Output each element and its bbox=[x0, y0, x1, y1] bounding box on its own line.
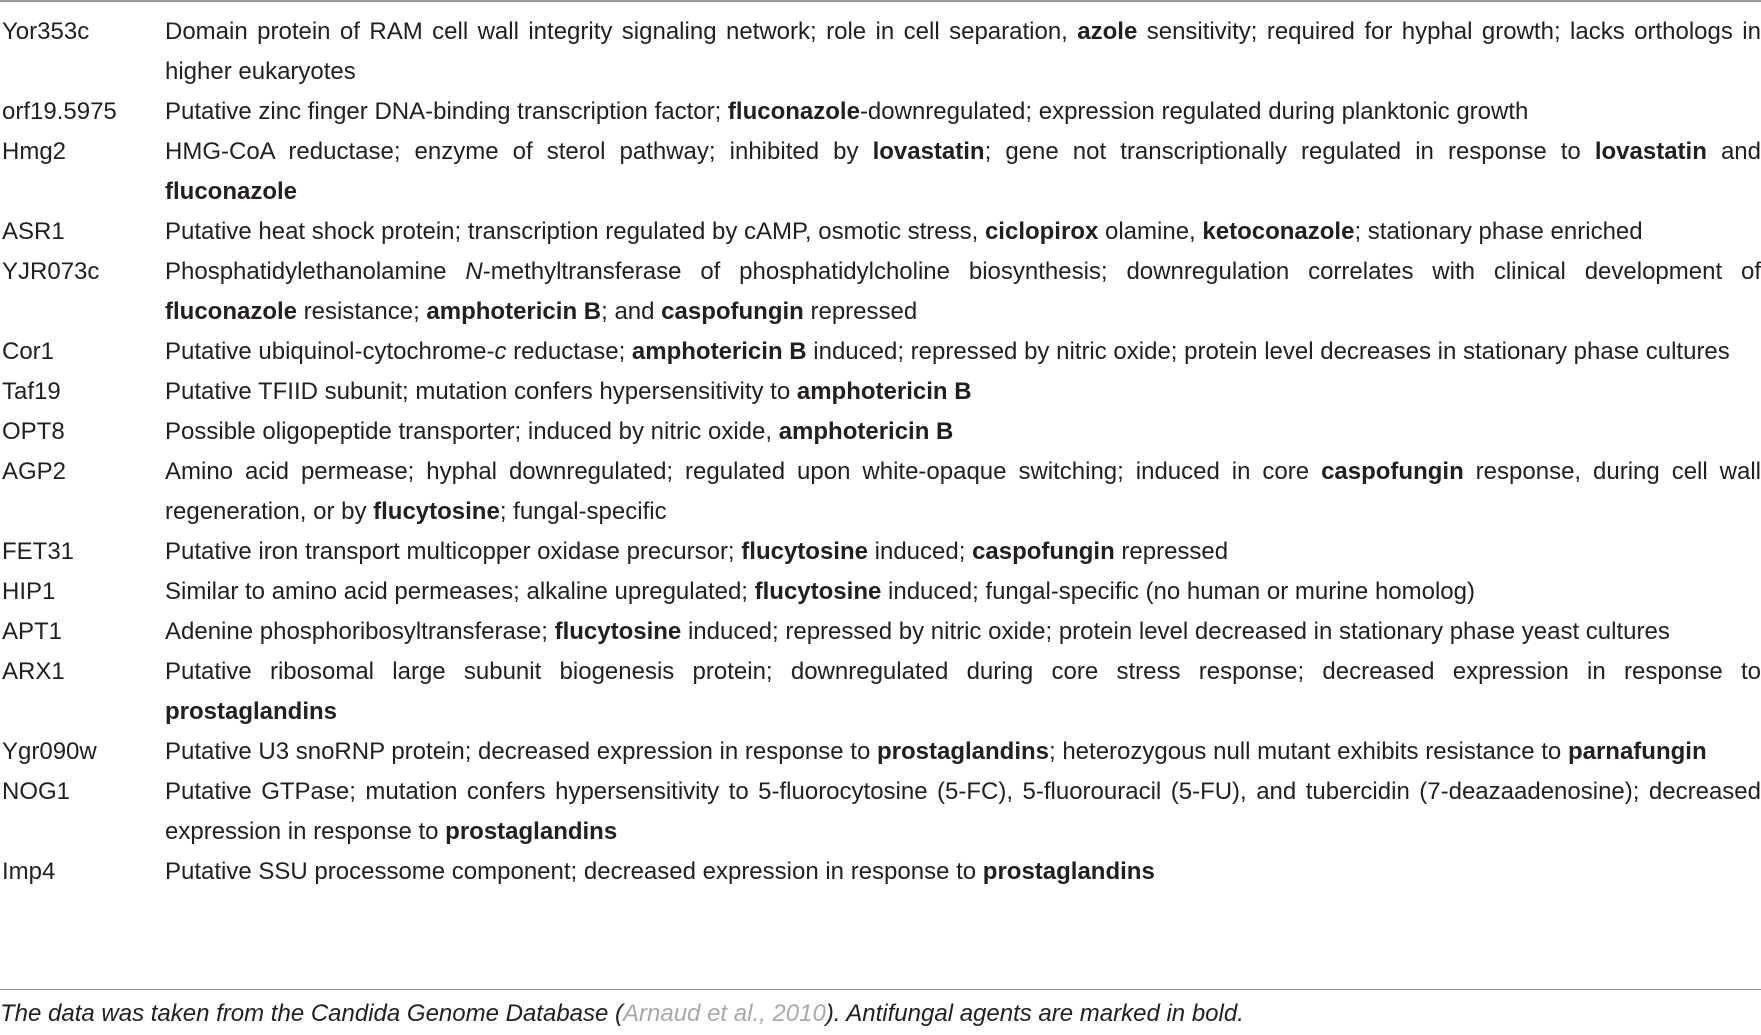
gene-description-cell bbox=[165, 92, 1761, 132]
description-text: Putative SSU processome component; decreased expression in response to bbox=[165, 858, 983, 885]
description-text: resistance; bbox=[297, 298, 427, 325]
table-row bbox=[0, 12, 1761, 92]
description-text: Putative ribosomal large subunit biogenesis protein; downregulated during core stress response; decreased expression in response to bbox=[165, 658, 1761, 685]
table-row bbox=[0, 612, 1761, 652]
gene-description-cell bbox=[165, 532, 1761, 572]
description-text: -downregulated; expression regulated during planktonic growth bbox=[859, 98, 1529, 125]
antifungal-agent: caspofungin bbox=[972, 538, 1115, 565]
table-bottom-rule bbox=[0, 989, 1761, 990]
description-text: induced; fungal-specific (no human or murine homolog) bbox=[881, 578, 1475, 605]
gene-name-cell: Imp4 bbox=[2, 858, 56, 885]
gene-description-cell bbox=[165, 732, 1761, 772]
antifungal-agent: caspofungin bbox=[661, 298, 804, 325]
gene-name-cell: ASR1 bbox=[2, 218, 65, 245]
gene-description-cell bbox=[165, 132, 1761, 212]
gene-name-cell: Taf19 bbox=[2, 378, 61, 405]
description-text: ; heterozygous null mutant exhibits resistance to bbox=[1049, 738, 1568, 765]
antifungal-agent: azole bbox=[1077, 18, 1138, 45]
gene-description-cell bbox=[165, 412, 1761, 452]
table-row bbox=[0, 212, 1761, 252]
gene-name-cell: HIP1 bbox=[2, 578, 56, 605]
description-text: ; stationary phase enriched bbox=[1354, 218, 1643, 245]
gene-name-cell: orf19.5975 bbox=[2, 98, 117, 125]
description-text: repressed bbox=[1114, 538, 1229, 565]
antifungal-agent: flucytosine bbox=[754, 578, 882, 605]
description-text: Similar to amino acid permeases; alkaline upregulated; bbox=[165, 578, 755, 605]
description-text: Possible oligopeptide transporter; induced by nitric oxide, bbox=[165, 418, 779, 445]
gene-name-cell: YJR073c bbox=[2, 258, 100, 285]
table-row bbox=[0, 732, 1761, 772]
antifungal-agent: amphotericin B bbox=[426, 298, 602, 325]
gene-name-cell: Yor353c bbox=[2, 18, 90, 45]
gene-name-cell: ARX1 bbox=[2, 658, 65, 685]
description-text: sensitivity; required for hyphal growth; lacks orthologs in higher eukaryotes bbox=[165, 18, 1761, 85]
description-text: olamine, bbox=[1098, 218, 1203, 245]
antifungal-agent: amphotericin B bbox=[631, 338, 807, 365]
antifungal-agent: prostaglandins bbox=[445, 818, 618, 845]
footnote-text-before: The data was taken from the Candida Genome Database ( bbox=[0, 1000, 624, 1027]
gene-description-cell bbox=[165, 212, 1761, 252]
antifungal-agent: fluconazole bbox=[165, 178, 298, 205]
gene-description-cell bbox=[165, 652, 1761, 732]
gene-description-cell bbox=[165, 772, 1761, 852]
antifungal-agent: ketoconazole bbox=[1202, 218, 1355, 245]
gene-name-cell: OPT8 bbox=[2, 418, 65, 445]
description-text: ; fungal-specific bbox=[499, 498, 667, 525]
description-text: Putative zinc finger DNA-binding transcription factor; bbox=[165, 98, 728, 125]
description-text: Adenine phosphoribosyltransferase; bbox=[165, 618, 555, 645]
table-footnote bbox=[0, 997, 1761, 1031]
antifungal-agent: prostaglandins bbox=[876, 738, 1049, 765]
gene-table bbox=[0, 12, 1761, 892]
description-text: ; and bbox=[601, 298, 662, 325]
antifungal-agent: flucytosine bbox=[373, 498, 500, 525]
gene-name-cell: AGP2 bbox=[2, 458, 67, 485]
table-row bbox=[0, 332, 1761, 372]
description-text: induced; repressed by nitric oxide; protein level decreased in stationary phase yeast cultures bbox=[681, 618, 1670, 645]
antifungal-agent: ciclopirox bbox=[984, 218, 1099, 245]
description-text: Putative ubiquinol-cytochrome- bbox=[165, 338, 495, 365]
antifungal-agent: flucytosine bbox=[741, 538, 868, 565]
table-row bbox=[0, 452, 1761, 532]
table-row bbox=[0, 92, 1761, 132]
description-text: Putative iron transport multicopper oxidase precursor; bbox=[165, 538, 742, 565]
description-text: Amino acid permease; hyphal downregulated; regulated upon white-opaque switching; induced in core bbox=[165, 458, 1322, 485]
description-text: reductase; bbox=[506, 338, 632, 365]
antifungal-agent: amphotericin B bbox=[778, 418, 954, 445]
antifungal-agent: amphotericin B bbox=[796, 378, 972, 405]
description-text: repressed bbox=[803, 298, 918, 325]
gene-name-cell: Cor1 bbox=[2, 338, 55, 365]
antifungal-agent: fluconazole bbox=[165, 298, 298, 325]
gene-name-cell: APT1 bbox=[2, 618, 63, 645]
gene-description-cell bbox=[165, 12, 1761, 92]
description-text: and bbox=[1706, 138, 1761, 165]
table-row bbox=[0, 372, 1761, 412]
description-text: Putative TFIID subunit; mutation confers hypersensitivity to bbox=[165, 378, 797, 405]
footnote-text-after: ). Antifungal agents are marked in bold. bbox=[825, 1000, 1244, 1027]
description-text: Domain protein of RAM cell wall integrity signaling network; role in cell separation, bbox=[165, 18, 1078, 45]
gene-description-cell bbox=[165, 852, 1761, 892]
table-row bbox=[0, 852, 1761, 892]
gene-description-cell bbox=[165, 612, 1761, 652]
description-text: HMG-CoA reductase; enzyme of sterol pathway; inhibited by bbox=[165, 138, 873, 165]
description-text: Putative heat shock protein; transcription regulated by cAMP, osmotic stress, bbox=[165, 218, 985, 245]
italic-text: c bbox=[494, 338, 507, 365]
antifungal-agent: parnafungin bbox=[1567, 738, 1707, 765]
gene-name-cell: Ygr090w bbox=[2, 738, 97, 765]
antifungal-agent: lovastatin bbox=[1594, 138, 1707, 165]
description-text: response, during cell wall regeneration, or by bbox=[165, 458, 1761, 525]
table-row bbox=[0, 252, 1761, 332]
antifungal-agent: lovastatin bbox=[872, 138, 985, 165]
gene-description-cell bbox=[165, 332, 1761, 372]
table-row bbox=[0, 772, 1761, 852]
description-text: Putative GTPase; mutation confers hypersensitivity to 5-fluorocytosine (5-FC), 5-fluorouracil (5-FU), and tubercidin (7-deazaadenosine); decreased expression in response to bbox=[165, 778, 1761, 845]
gene-name-cell: Hmg2 bbox=[2, 138, 67, 165]
gene-name-cell: FET31 bbox=[2, 538, 75, 565]
antifungal-agent: fluconazole bbox=[727, 98, 860, 125]
table-row bbox=[0, 132, 1761, 212]
description-text: Putative U3 snoRNP protein; decreased expression in response to bbox=[165, 738, 877, 765]
citation-link[interactable]: Arnaud et al., 2010 bbox=[623, 1000, 826, 1027]
description-text: ; gene not transcriptionally regulated in response to bbox=[984, 138, 1595, 165]
antifungal-agent: prostaglandins bbox=[982, 858, 1155, 885]
antifungal-agent: prostaglandins bbox=[165, 698, 338, 725]
gene-description-cell bbox=[165, 572, 1761, 612]
description-text: Phosphatidylethanolamine bbox=[165, 258, 466, 285]
italic-text: N bbox=[465, 258, 483, 285]
description-text: induced; bbox=[867, 538, 973, 565]
table-top-rule bbox=[0, 0, 1761, 2]
table-row bbox=[0, 412, 1761, 452]
description-text: induced; repressed by nitric oxide; protein level decreases in stationary phase cultures bbox=[806, 338, 1730, 365]
table-row bbox=[0, 532, 1761, 572]
table-row bbox=[0, 572, 1761, 612]
gene-description-cell bbox=[165, 252, 1761, 332]
antifungal-agent: flucytosine bbox=[554, 618, 682, 645]
antifungal-agent: caspofungin bbox=[1321, 458, 1464, 485]
gene-name-cell: NOG1 bbox=[2, 778, 71, 805]
gene-description-cell bbox=[165, 452, 1761, 532]
table-row bbox=[0, 652, 1761, 732]
gene-description-cell bbox=[165, 372, 1761, 412]
description-text: -methyltransferase of phosphatidylcholine biosynthesis; downregulation correlates with clinical development of bbox=[482, 258, 1761, 285]
